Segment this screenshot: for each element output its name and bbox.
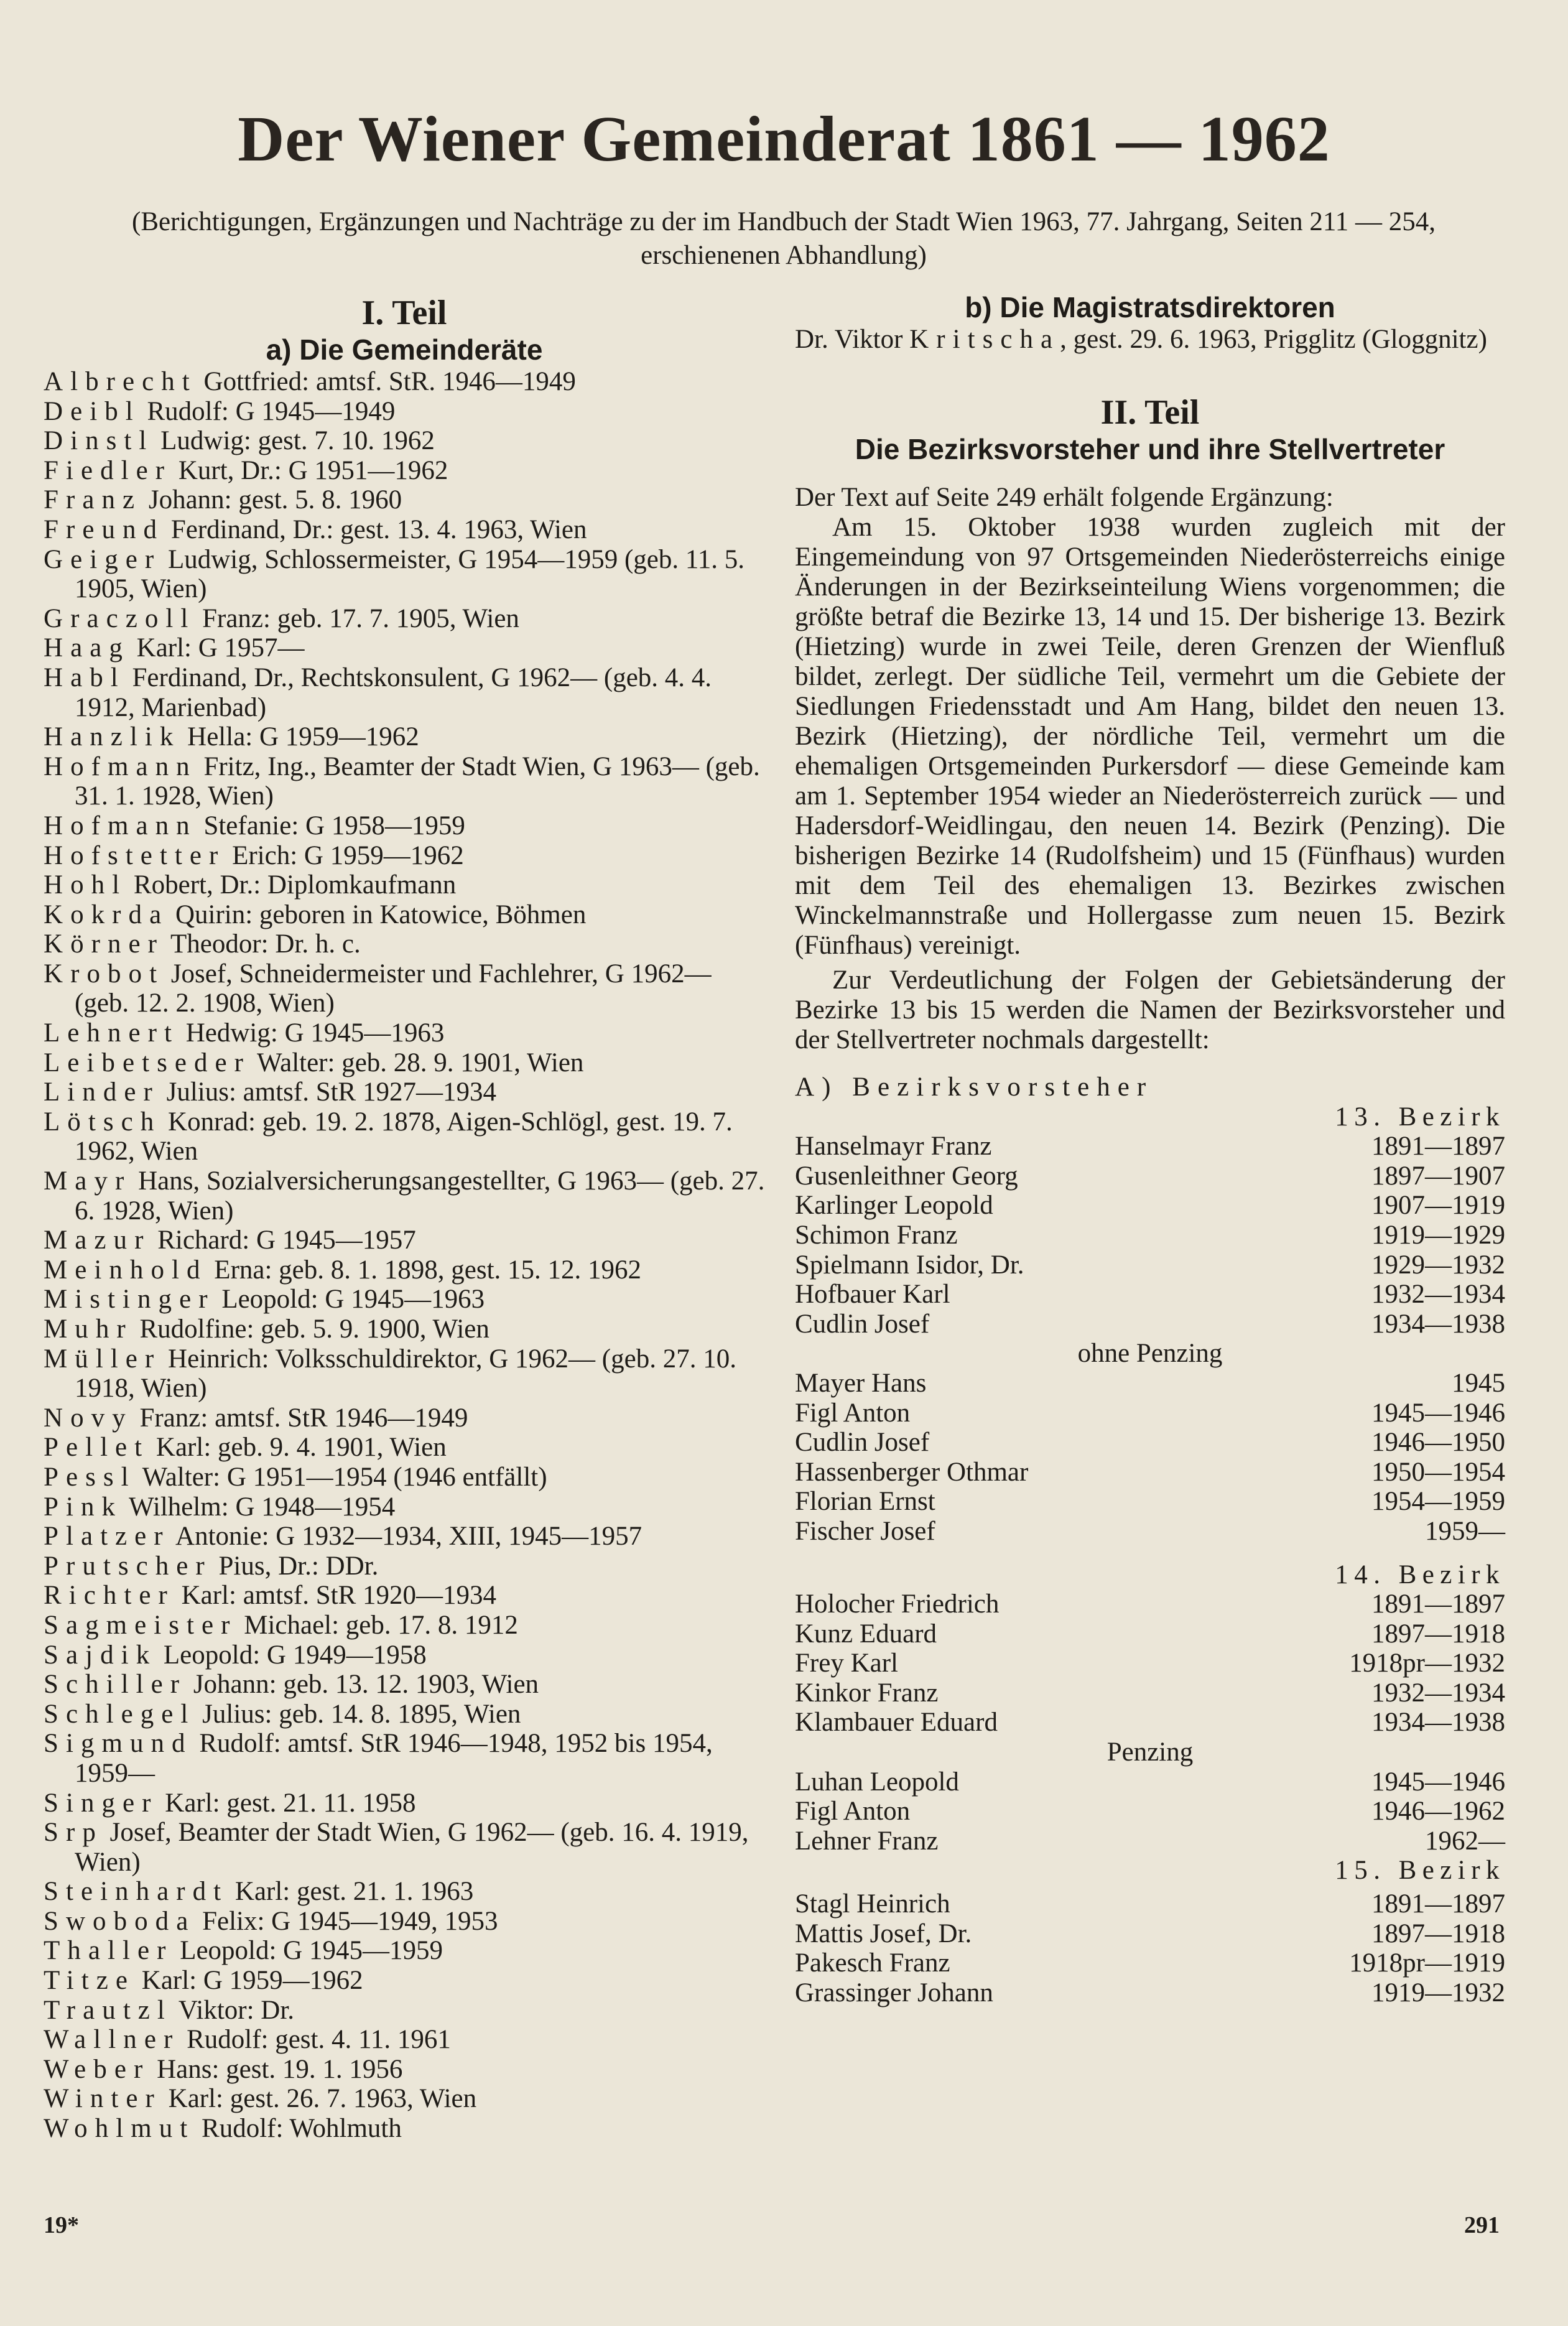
table-row [795,1708,1505,1738]
council-entry-text: Rudolf: Wohlmuth [195,2114,402,2144]
person-name: Cudlin Josef [795,1428,930,1458]
bezirk-15-label: 15. Bezirk [1335,1856,1505,1886]
council-entry-name: Steinhardt [44,1877,229,1907]
part2-paragraph-1: Am 15. Oktober 1938 wurden zugleich mit der Eingemeindung von 97 Ortsgemeinden Niederösterreichs einige Änderungen in der Bezirkseinteilung Wiens vorgenommen; die größte betraf die Bezirke 13, 14 und 15. Der bisherige 13. Bezirk (Hietzing) wurde in zwei Teile, deren Grenzen der Wienfluß bildet, zerlegt. Der südliche Teil, vermehrt um die Gebiete der Siedlungen Friedensstadt und Am Hang, bildet den neuen 13. Bezirk (Hietzing), der nördliche Teil, vermehrt um die ehemaligen Ortsgemeinden Purkersdorf — diese Gemeinde kam am 1. September 1954 wieder an Niederösterreich zurück — und Hadersdorf-Weidlingau, den neuen 14. Bezirk (Penzing). Die bisherigen Bezirke 14 (Rudolfsheim) und 15 (Fünfhaus) wurden mit dem Teil des ehemaligen 13. Bezirkes zwischen Winckelmannstraße und Hollergasse zum neuen 15. Bezirk (Fünfhaus) vereinigt. [795,513,1505,960]
term-years: 1891—1897 [1371,1889,1505,1919]
person-name: Figl Anton [795,1797,911,1826]
person-name: Frey Karl [795,1649,898,1678]
council-entry [44,1818,765,1877]
term-years: 1891—1897 [1371,1589,1505,1619]
bezirk-13-rows [795,1132,1505,1339]
council-entry-name: Schiller [44,1670,187,1700]
table-row [795,1517,1505,1547]
table-row [795,1619,1505,1649]
subtitle: (Berichtigungen, Ergänzungen und Nachträge zu der im Handbuch der Stadt Wien 1963, 77. Jahrgang, Seiten 211 — 254, erschienenen Abhandlung) [132,207,1436,270]
council-entry [44,1877,765,1907]
council-entry-name: Mistinger [44,1285,215,1314]
council-entry-text: Ludwig, Schlossermeister, G 1954—1959 (geb. 11. 5. 1905, Wien) [75,544,745,604]
council-entry-text: Felix: G 1945—1949, 1953 [195,1906,498,1936]
council-entry [44,397,765,427]
council-entry-name: Müller [44,1344,162,1374]
council-entry [44,1344,765,1403]
council-entry-name: Habl [44,663,126,692]
term-years: 1945—1946 [1371,1398,1505,1428]
council-entry [44,1492,765,1522]
council-entry [44,1907,765,1937]
signature-mark: 19* [44,2212,79,2238]
bezirk-14-sublabel: Penzing [1106,1738,1194,1767]
council-entry-text: Erna: geb. 8. 1. 1898, gest. 15. 12. 1962 [207,1255,642,1285]
section-label: A) Bezirksvorsteher [795,1072,1154,1102]
council-entry [44,2114,765,2144]
council-entry-text: Karl: geb. 9. 4. 1901, Wien [149,1433,447,1463]
council-entry-text: Ferdinand, Dr., Rechtskonsulent, G 1962— (geb. 4. 4. 1912, Marienbad) [75,663,712,722]
person-name: Mayer Hans [795,1368,927,1398]
term-years: 1934—1938 [1371,1708,1505,1738]
council-member-list [44,367,765,2144]
council-entry [44,722,765,752]
council-entry-name: Sagmeister [44,1610,238,1640]
bezirk-15-rows [795,1889,1505,2007]
person-name: Klambauer Eduard [795,1708,998,1738]
council-entry [44,426,765,456]
part2-subheading: Die Bezirksvorsteher und ihre Stellvertreter [855,433,1445,465]
term-years: 1919—1929 [1371,1220,1505,1250]
council-entry [44,1670,765,1700]
council-entry-name: Swoboda [44,1906,196,1936]
person-name: Stagl Heinrich [795,1889,950,1919]
council-entry-text: Pius, Dr.: DDr. [211,1551,379,1581]
council-entry-name: Hofmann [44,811,197,840]
council-entry [44,841,765,871]
magistrat-pre: Dr. Viktor [795,325,910,354]
term-years: 1929—1932 [1371,1250,1505,1280]
magistrat-entry [795,325,1505,355]
table-row [795,1369,1505,1398]
term-years: 1946—1950 [1371,1428,1505,1458]
council-entry-name: Mayr [44,1166,132,1196]
person-name: Spielmann Isidor, Dr. [795,1250,1024,1280]
council-entry-name: Körner [44,929,165,959]
council-entry [44,1789,765,1818]
council-entry [44,1966,765,1996]
council-entry [44,1936,765,1966]
council-entry [44,1729,765,1788]
person-name: Hanselmayr Franz [795,1132,992,1161]
person-name: Grassinger Johann [795,1978,993,2007]
council-entry-name: Albrecht [44,367,197,396]
council-entry-text: Gottfried: amtsf. StR. 1946—1949 [197,367,576,396]
council-entry [44,1463,765,1492]
right-column [795,291,1505,2007]
council-entry [44,1611,765,1640]
council-entry-text: Konrad: geb. 19. 2. 1878, Aigen-Schlögl, gest. 19. 7. 1962, Wien [75,1107,733,1166]
council-entry-name: Lehnert [44,1018,179,1048]
person-name: Hassenberger Othmar [795,1457,1029,1487]
council-entry [44,1640,765,1670]
term-years: 1954—1959 [1371,1487,1505,1517]
table-row [795,1649,1505,1678]
person-name: Hofbauer Karl [795,1280,950,1310]
person-name: Mattis Josef, Dr. [795,1919,972,1948]
council-entry [44,1166,765,1226]
council-entry [44,1700,765,1729]
magistrat-name: Kritscha [909,325,1060,354]
council-entry-name: Richter [44,1581,175,1611]
council-entry-text: Quirin: geboren in Katowice, Böhmen [169,900,587,929]
council-entry-text: Karl: G 1957— [129,633,305,663]
council-entry-name: Krobot [44,959,165,989]
part1-subheading: a) Die Gemeinderäte [266,333,543,366]
council-entry-text: Heinrich: Volksschuldirektor, G 1962— (geb. 27. 10. 1918, Wien) [75,1344,736,1403]
council-entry [44,1077,765,1107]
table-row [795,1221,1505,1250]
council-entry-text: Josef, Beamter der Stadt Wien, G 1962— (geb. 16. 4. 1919, Wien) [75,1818,749,1877]
council-entry-name: Weber [44,2054,151,2084]
table-row [795,1826,1505,1856]
council-entry-text: Johann: gest. 5. 8. 1960 [142,485,402,515]
council-entry [44,2084,765,2114]
council-entry-text: Rudolfine: geb. 5. 9. 1900, Wien [132,1314,489,1344]
person-name: Cudlin Josef [795,1309,930,1339]
person-name: Fischer Josef [795,1516,935,1546]
council-entry-name: Lötsch [44,1107,162,1137]
table-row [795,1310,1505,1339]
part1-heading: I. Teil [361,294,447,332]
person-name: Luhan Leopold [795,1767,959,1797]
magistrat-post: , gest. 29. 6. 1963, Prigglitz (Gloggnitz) [1060,325,1487,354]
council-entry-text: Leopold: G 1945—1959 [173,1936,443,1966]
table-row [795,1458,1505,1487]
council-entry [44,456,765,486]
term-years: 1946—1962 [1371,1797,1505,1826]
council-entry-text: Robert, Dr.: Diplomkaufmann [127,870,457,900]
bezirk-table [795,1072,1505,2007]
council-entry [44,633,765,663]
council-entry [44,1522,765,1551]
term-years: 1932—1934 [1371,1678,1505,1708]
council-entry-text: Johann: geb. 13. 12. 1903, Wien [187,1670,539,1700]
person-name: Kinkor Franz [795,1678,939,1708]
council-entry [44,1581,765,1611]
council-entry-name: Prutscher [44,1551,212,1581]
term-years: 1907—1919 [1371,1191,1505,1221]
council-entry-text: Julius: amtsf. StR 1927—1934 [159,1077,496,1107]
council-entry-name: Wallner [44,2025,180,2055]
council-entry [44,870,765,900]
table-row [795,1678,1505,1708]
council-entry-text: Walter: geb. 28. 9. 1901, Wien [251,1048,584,1077]
table-row [795,1428,1505,1458]
table-row [795,1132,1505,1161]
table-row [795,1250,1505,1280]
council-entry-name: Franz [44,485,142,515]
council-entry-name: Pink [44,1492,123,1522]
term-years: 1897—1907 [1371,1161,1505,1191]
council-entry-text: Franz: amtsf. StR 1946—1949 [132,1403,468,1433]
council-entry-name: Sajdik [44,1640,157,1670]
table-row [795,1948,1505,1978]
council-entry-text: Hans: gest. 19. 1. 1956 [150,2054,403,2084]
bezirk-13-sublabel: ohne Penzing [1077,1339,1223,1369]
council-entry [44,1018,765,1048]
person-name: Karlinger Leopold [795,1191,993,1221]
left-column [44,294,765,2144]
term-years: 1918pr—1919 [1349,1948,1505,1978]
council-entry-text: Rudolf: gest. 4. 11. 1961 [180,2025,451,2055]
council-entry-name: Dinstl [44,426,154,456]
council-entry-name: Leibetseder [44,1048,251,1077]
council-entry [44,367,765,397]
council-entry-text: Karl: amtsf. StR 1920—1934 [174,1581,497,1611]
council-entry-name: Srp [44,1818,103,1848]
council-entry-text: Viktor: Dr. [172,1995,295,2025]
term-years: 1934—1938 [1371,1309,1505,1339]
person-name: Kunz Eduard [795,1619,937,1649]
person-name: Figl Anton [795,1398,911,1428]
council-entry-text: Ludwig: gest. 7. 10. 1962 [154,426,435,456]
person-name: Pakesch Franz [795,1948,950,1978]
council-entry [44,1996,765,2026]
bezirk-14-rows [795,1589,1505,1738]
council-entry-text: Ferdinand, Dr.: gest. 13. 4. 1963, Wien [164,514,587,544]
person-name: Holocher Friedrich [795,1589,1000,1619]
table-row [795,1589,1505,1619]
council-entry-name: Deibl [44,396,141,426]
council-entry-name: Kokrda [44,900,169,929]
council-entry-text: Hans, Sozialversicherungsangestellter, G 1963— (geb. 27. 6. 1928, Wien) [75,1166,765,1226]
table-row [795,1797,1505,1826]
table-row [795,1280,1505,1310]
council-entry-text: Josef, Schneidermeister und Fachlehrer, G 1962— (geb. 12. 2. 1908, Wien) [75,959,712,1018]
council-entry [44,515,765,545]
council-entry [44,663,765,722]
council-entry-name: Singer [44,1788,159,1818]
council-entry-text: Kurt, Dr.: G 1951—1962 [172,455,448,485]
council-entry-name: Pessl [44,1462,136,1492]
council-entry-text: Hedwig: G 1945—1963 [179,1018,445,1048]
council-entry [44,1226,765,1255]
council-entry [44,2025,765,2055]
bezirk-14-rows-after [795,1767,1505,1856]
council-entry-text: Antonie: G 1932—1934, XIII, 1945—1957 [170,1522,643,1551]
bezirk-14-label: 14. Bezirk [1335,1560,1505,1589]
term-years: 1918pr—1932 [1349,1649,1505,1678]
table-row [795,1767,1505,1797]
council-entry-name: Thaller [44,1936,174,1966]
council-entry-text: Stefanie: G 1958—1959 [197,811,465,840]
council-entry [44,811,765,841]
term-years: 1962— [1425,1826,1505,1856]
council-entry-text: Rudolf: amtsf. StR 1946—1948, 1952 bis 1954, 1959— [75,1729,713,1788]
term-years: 1897—1918 [1371,1619,1505,1649]
council-entry-text: Karl: G 1959—1962 [135,1966,363,1996]
council-entry [44,752,765,811]
council-entry [44,1107,765,1166]
council-entry-text: Rudolf: G 1945—1949 [140,396,396,426]
council-entry [44,545,765,604]
council-entry [44,604,765,634]
bezirk-13-rows-after [795,1369,1505,1547]
council-entry-name: Schlegel [44,1699,196,1729]
table-row [795,1919,1505,1949]
person-name: Lehner Franz [795,1826,939,1856]
magistrat-heading: b) Die Magistratsdirektoren [965,291,1335,323]
council-entry-name: Geiger [44,544,162,574]
council-entry [44,1285,765,1314]
council-entry-text: Leopold: G 1949—1958 [157,1640,427,1670]
council-entry-name: Fiedler [44,455,172,485]
council-entry [44,900,765,930]
council-entry [44,1403,765,1433]
council-entry-text: Walter: G 1951—1954 (1946 entfällt) [136,1462,547,1492]
table-row [795,1161,1505,1191]
page-title: Der Wiener Gemeinderat 1861 — 1962 [238,103,1330,175]
council-entry-name: Haag [44,633,130,663]
council-entry-name: Freund [44,514,165,544]
term-years: 1891—1897 [1371,1132,1505,1161]
term-years: 1932—1934 [1371,1280,1505,1310]
council-entry-name: Platzer [44,1522,170,1551]
person-name: Schimon Franz [795,1220,958,1250]
council-entry [44,485,765,515]
council-entry-text: Fritz, Ing., Beamter der Stadt Wien, G 1963— (geb. 31. 1. 1928, Wien) [75,751,760,811]
council-entry-name: Trautzl [44,1995,172,2025]
term-years: 1950—1954 [1371,1457,1505,1487]
council-entry-text: Karl: gest. 21. 11. 1958 [158,1788,416,1818]
council-entry-text: Karl: gest. 21. 1. 1963 [228,1877,474,1907]
council-entry-name: Hanzlik [44,722,181,752]
council-entry-text: Richard: G 1945—1957 [151,1226,416,1255]
council-entry-name: Novy [44,1403,133,1433]
council-entry-name: Titze [44,1966,136,1996]
table-row [795,1191,1505,1221]
table-row [795,1487,1505,1517]
council-entry-name: Meinhold [44,1255,208,1285]
council-entry-name: Graczoll [44,603,196,633]
council-entry [44,929,765,959]
person-name: Gusenleithner Georg [795,1161,1018,1191]
part2-heading: II. Teil [1100,393,1200,432]
term-years: 1945—1946 [1371,1767,1505,1797]
council-entry-text: Michael: geb. 17. 8. 1912 [237,1610,518,1640]
council-entry-text: Julius: geb. 14. 8. 1895, Wien [195,1699,521,1729]
council-entry-name: Linder [44,1077,160,1107]
term-years: 1959— [1425,1516,1505,1546]
council-entry [44,1048,765,1078]
part2-paragraph-2: Zur Verdeutlichung der Folgen der Gebietsänderung der Bezirke 13 bis 15 werden die Namen der Bezirksvorsteher und der Stellvertreter nochmals dargestellt: [795,965,1505,1054]
table-row [795,1978,1505,2008]
council-entry-text: Hella: G 1959—1962 [180,722,419,752]
council-entry [44,959,765,1018]
council-entry-name: Hofmann [44,751,197,781]
term-years: 1919—1932 [1371,1978,1505,2007]
council-entry [44,2055,765,2085]
council-entry [44,1433,765,1463]
council-entry [44,1551,765,1581]
table-row [795,1398,1505,1428]
council-entry-text: Erich: G 1959—1962 [225,840,464,870]
table-row [795,1889,1505,1919]
person-name: Florian Ernst [795,1487,935,1517]
council-entry-name: Mazur [44,1226,151,1255]
council-entry-text: Wilhelm: G 1948—1954 [123,1492,396,1522]
council-entry-name: Sigmund [44,1729,193,1759]
council-entry-name: Hofstetter [44,840,226,870]
council-entry-name: Muhr [44,1314,133,1344]
bezirk-13-label: 13. Bezirk [1335,1102,1505,1132]
council-entry-text: Franz: geb. 17. 7. 1905, Wien [195,603,519,633]
page-number: 291 [1464,2212,1500,2238]
council-entry-text: Karl: gest. 26. 7. 1963, Wien [161,2084,477,2114]
council-entry-name: Hohl [44,870,128,900]
term-years: 1897—1918 [1371,1919,1505,1948]
council-entry-text: Theodor: Dr. h. c. [164,929,361,959]
council-entry-name: Wohlmut [44,2114,195,2144]
council-entry [44,1255,765,1285]
council-entry [44,1314,765,1344]
council-entry-name: Winter [44,2084,162,2114]
council-entry-text: Leopold: G 1945—1963 [215,1285,485,1314]
term-years: 1945 [1452,1368,1505,1398]
part2-intro: Der Text auf Seite 249 erhält folgende Ergänzung: [795,483,1334,512]
council-entry-name: Pellet [44,1433,150,1463]
